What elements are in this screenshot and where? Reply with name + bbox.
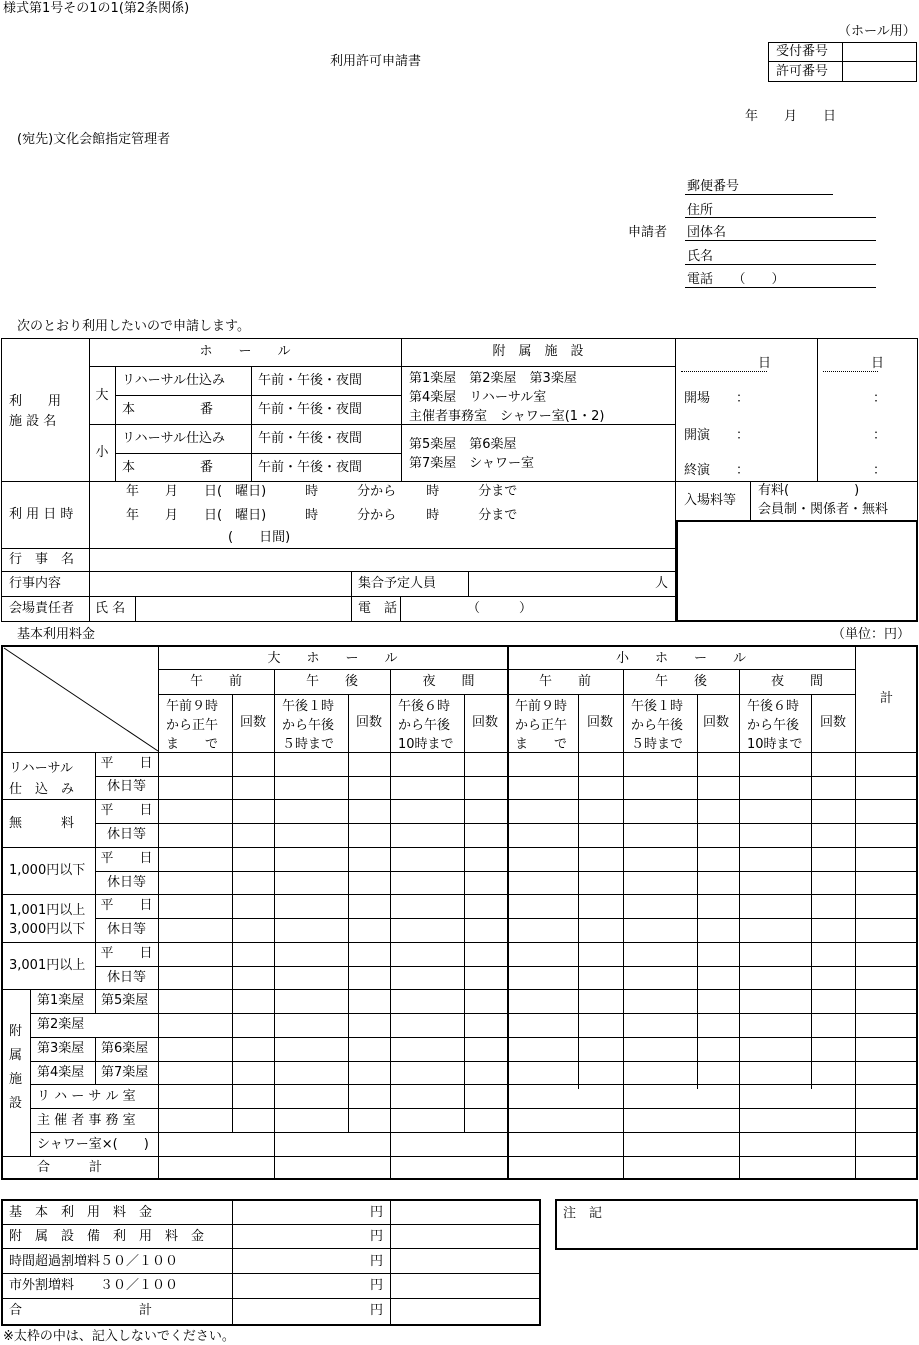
yen-unit: 円 xyxy=(370,1229,384,1244)
count-header: 回数 xyxy=(820,715,847,730)
grid-line xyxy=(697,694,698,1089)
green-room-1: 第1楽屋 xyxy=(37,993,85,1008)
grid-line xyxy=(30,1037,918,1038)
small-night-header: 夜 間 xyxy=(770,674,823,689)
fee-unit: （単位：円） xyxy=(832,627,911,642)
weekday-label: 平 日 xyxy=(100,756,153,771)
summary-outside-city: 市外割増料 ３０／１００ xyxy=(9,1278,179,1293)
form-id: 様式第1号その1の1(第2条関係) xyxy=(3,1,190,16)
grid-line xyxy=(1,799,918,800)
fee-table-diagonal xyxy=(2,646,159,752)
footnote: ※太枠の中は、記入しないでください。 xyxy=(3,1329,235,1344)
big-hall-header: 大 ホ ー ル xyxy=(267,651,398,666)
end-show-label: 終演 ： xyxy=(684,463,750,478)
annex-small-list[interactable]: 第5楽屋 第6楽屋 第7楽屋 シャワー室 xyxy=(409,437,535,471)
receipt-no-field[interactable] xyxy=(843,43,916,60)
grid-line xyxy=(623,669,624,1180)
green-room-2: 第2楽屋 xyxy=(37,1017,85,1032)
colon-2: ： xyxy=(873,428,887,443)
holiday-label: 休日等 xyxy=(106,875,146,890)
receipt-no-label: 受付番号 xyxy=(776,44,829,59)
grid-line xyxy=(158,669,159,1180)
small-rehearsal-slots[interactable]: 午前・午後・夜間 xyxy=(258,431,363,446)
row-1001-3000: 1,001円以上 3,000円以下 xyxy=(9,903,86,937)
row-rehearsal: リハーサル 仕 込 み xyxy=(9,761,75,797)
manager-name-label: 氏 名 xyxy=(95,601,126,616)
big-am-desc: 午前９時 から正午 ま で xyxy=(166,699,219,752)
green-room-6: 第6楽屋 xyxy=(101,1041,149,1056)
hall-use-label: （ホール用） xyxy=(838,24,916,39)
page-title: 利用許可申請書 xyxy=(330,54,422,69)
count-header: 回数 xyxy=(240,715,267,730)
colon-3: ： xyxy=(873,463,887,478)
office-use-box xyxy=(676,520,918,622)
date-field[interactable]: 年 月 日 xyxy=(745,109,837,124)
admission-label: 入場料等 xyxy=(684,493,737,508)
grid-line xyxy=(1,989,918,990)
small-main-slots[interactable]: 午前・午後・夜間 xyxy=(258,460,363,475)
yen-unit: 円 xyxy=(370,1278,384,1293)
schedule-label: 利 用 日 時 xyxy=(9,507,74,522)
annex-header: 附 属 施 設 xyxy=(492,344,584,359)
count-header: 回数 xyxy=(587,715,614,730)
small-hall-label: 小 xyxy=(95,445,109,460)
row-under-1000: 1,000円以下 xyxy=(9,863,86,878)
grid-line xyxy=(1,847,918,848)
big-night-desc: 午後６時 から午後 10時まで xyxy=(398,699,454,752)
shower-label[interactable]: シャワー室×( ) xyxy=(37,1137,149,1152)
fee-sum-label: 合 計 xyxy=(37,1160,103,1175)
phone-field[interactable]: 電話 （ ） xyxy=(687,272,785,287)
notes-box xyxy=(555,1199,918,1250)
day-label-2: 日 xyxy=(871,356,885,371)
big-am-header: 午 前 xyxy=(189,674,242,689)
large-main-label[interactable]: 本 番 xyxy=(122,402,214,417)
yen-unit: 円 xyxy=(370,1254,384,1269)
colon-1: ： xyxy=(873,391,887,406)
grid-line xyxy=(30,989,31,1156)
weekday-label: 平 日 xyxy=(100,946,153,961)
fee-title: 基本利用料金 xyxy=(17,627,96,642)
grid-line xyxy=(507,646,509,1179)
schedule-line-2[interactable]: 年 月 日( 曜日) 時 分から 時 分まで xyxy=(126,508,518,523)
row-over-3001: 3,001円以上 xyxy=(9,958,86,973)
schedule-line-1[interactable]: 年 月 日( 曜日) 時 分から 時 分まで xyxy=(126,484,518,499)
persons-unit: 人 xyxy=(655,576,669,591)
small-hall-header: 小 ホ ー ル xyxy=(615,651,746,666)
address-field[interactable]: 住所 xyxy=(687,203,714,218)
group-field[interactable]: 団体名 xyxy=(687,225,727,240)
addressee: (宛先)文化会館指定管理者 xyxy=(17,132,171,147)
big-pm-desc: 午後１時 から午後 ５時まで xyxy=(282,699,335,752)
grid-line xyxy=(274,669,275,1180)
grid-line xyxy=(30,1084,918,1085)
grid-line xyxy=(95,989,96,1013)
grid-line xyxy=(232,694,233,1089)
count-header: 回数 xyxy=(356,715,383,730)
summary-overtime: 時間超過割増料５０／１００ xyxy=(9,1254,179,1269)
permit-no-label: 許可番号 xyxy=(776,64,829,79)
grid-line xyxy=(30,1013,918,1014)
manager-phone-field[interactable]: （ ） xyxy=(467,601,533,616)
name-field[interactable]: 氏名 xyxy=(687,249,714,264)
green-room-7: 第7楽屋 xyxy=(101,1065,149,1080)
grid-line xyxy=(739,669,740,1180)
large-hall-label: 大 xyxy=(95,388,109,403)
annex-large-list[interactable]: 第1楽屋 第2楽屋 第3楽屋 第4楽屋 リハーサル室 主催者事務室 シャワー室(1・2) xyxy=(409,371,605,424)
large-main-slots[interactable]: 午前・午後・夜間 xyxy=(258,402,363,417)
hall-header: ホ ー ル xyxy=(199,344,291,359)
grid-line xyxy=(232,1084,233,1132)
holiday-label: 休日等 xyxy=(106,827,146,842)
green-room-4: 第4楽屋 xyxy=(37,1065,85,1080)
annex-label: 附 属 施 設 xyxy=(9,1024,23,1111)
admission-free[interactable]: 会員制・関係者・無料 xyxy=(758,502,889,517)
facility-row-label: 利 用 施 設 名 xyxy=(9,394,62,429)
small-am-header: 午 前 xyxy=(538,674,591,689)
open-hall-label: 開場 ： xyxy=(684,391,750,406)
admission-paid[interactable]: 有料( ) xyxy=(758,483,860,498)
applicant-label: 申請者 xyxy=(628,225,668,240)
manager-label: 会場責任者 xyxy=(9,601,75,616)
row-free: 無 料 xyxy=(9,816,75,831)
big-night-header: 夜 間 xyxy=(422,674,475,689)
small-pm-desc: 午後１時 から午後 ５時まで xyxy=(631,699,684,752)
small-rehearsal-label[interactable]: リハーサル仕込み xyxy=(122,431,225,446)
schedule-days[interactable]: ( 日間) xyxy=(228,530,291,545)
yen-unit: 円 xyxy=(370,1303,384,1318)
small-pm-header: 午 後 xyxy=(654,674,707,689)
holiday-label: 休日等 xyxy=(106,970,146,985)
open-show-label: 開演 ： xyxy=(684,428,750,443)
grid-line xyxy=(1,1156,918,1157)
grid-line xyxy=(30,1132,918,1133)
manager-phone-label: 電 話 xyxy=(358,601,398,616)
total-col-header: 計 xyxy=(879,691,893,706)
grid-line xyxy=(30,1061,918,1062)
small-am-desc: 午前９時 から正午 ま で xyxy=(515,699,568,752)
summary-equipment: 附 属 設 備 利 用 料 金 xyxy=(9,1229,205,1244)
grid-line xyxy=(578,694,579,1089)
event-name-label: 行 事 名 xyxy=(9,552,75,567)
grid-line xyxy=(855,669,856,1180)
day-label-1: 日 xyxy=(758,356,772,371)
green-room-5: 第5楽屋 xyxy=(101,993,149,1008)
large-rehearsal-slots[interactable]: 午前・午後・夜間 xyxy=(258,373,363,388)
grid-line xyxy=(348,694,349,1089)
large-rehearsal-label[interactable]: リハーサル仕込み xyxy=(122,373,225,388)
small-night-desc: 午後６時 から午後 10時まで xyxy=(747,699,803,752)
grid-line xyxy=(464,694,465,1089)
grid-line xyxy=(1,894,918,895)
summary-basic: 基 本 利 用 料 金 xyxy=(9,1205,153,1220)
permit-no-field[interactable] xyxy=(843,62,916,81)
office-label: 主 催 者 事 務 室 xyxy=(37,1113,136,1128)
event-content-label: 行事内容 xyxy=(9,576,62,591)
summary-total: 合 計 xyxy=(9,1303,153,1318)
grid-line xyxy=(30,1108,918,1109)
grid-line xyxy=(855,646,856,669)
weekday-label: 平 日 xyxy=(100,851,153,866)
holiday-label: 休日等 xyxy=(106,779,146,794)
intro-text: 次のとおり利用したいので申請します。 xyxy=(17,319,250,334)
weekday-label: 平 日 xyxy=(100,803,153,818)
rehearsal-room-label: リ ハ ー サ ル 室 xyxy=(37,1089,136,1104)
grid-line xyxy=(348,1084,349,1132)
notes-label: 注 記 xyxy=(563,1206,603,1221)
big-pm-header: 午 後 xyxy=(305,674,358,689)
postal-field[interactable]: 郵便番号 xyxy=(687,179,740,194)
holiday-label: 休日等 xyxy=(106,922,146,937)
grid-line xyxy=(95,1037,96,1084)
count-header: 回数 xyxy=(703,715,730,730)
grid-line xyxy=(464,1084,465,1132)
green-room-3: 第3楽屋 xyxy=(37,1041,85,1056)
yen-unit: 円 xyxy=(370,1205,384,1220)
count-header: 回数 xyxy=(472,715,499,730)
grid-line xyxy=(1,942,918,943)
small-main-label[interactable]: 本 番 xyxy=(122,460,214,475)
expected-label: 集合予定人員 xyxy=(358,576,437,591)
weekday-label: 平 日 xyxy=(100,898,153,913)
grid-line xyxy=(390,669,391,1180)
grid-line xyxy=(811,694,812,1089)
